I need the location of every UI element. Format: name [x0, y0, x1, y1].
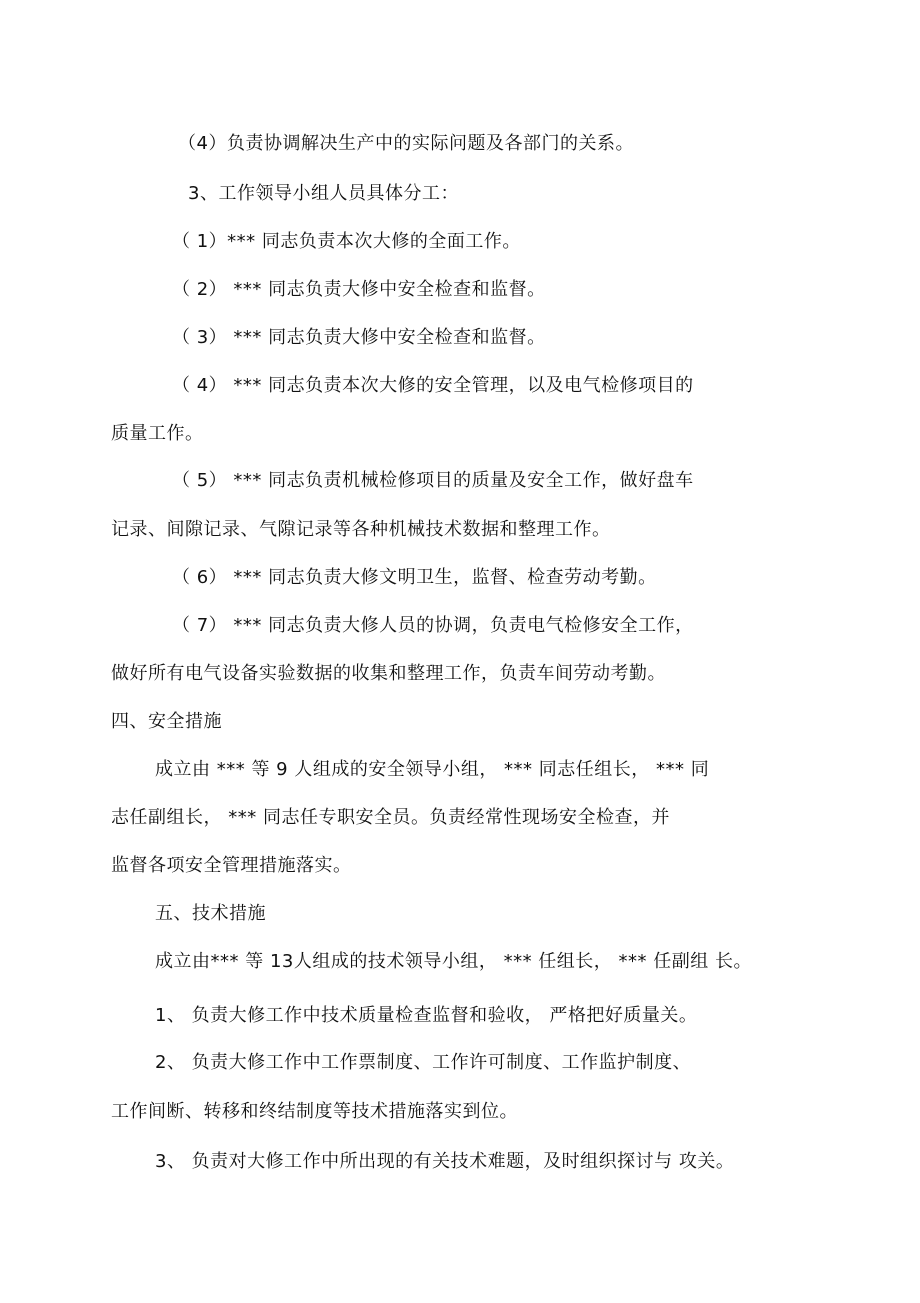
text-line-16: 监督各项安全管理措施落实。 — [111, 855, 352, 876]
text-line-6: （ 4） *** 同志负责本次大修的安全管理，以及电气检修项目的 — [172, 375, 694, 396]
text-line-14: 成立由 *** 等 9 人组成的安全领导小组， *** 同志任组长， *** 同 — [155, 759, 710, 780]
text-line-21: 工作间断、转移和终结制度等技术措施落实到位。 — [111, 1101, 518, 1122]
text-line-1: （4）负责协调解决生产中的实际问题及各部门的关系。 — [178, 133, 634, 154]
text-line-4: （ 2） *** 同志负责大修中安全检查和监督。 — [172, 279, 546, 300]
text-line-7: 质量工作。 — [111, 423, 204, 444]
section-heading-safety: 四、安全措施 — [111, 711, 222, 732]
text-line-5: （ 3） *** 同志负责大修中安全检查和监督。 — [172, 327, 546, 348]
text-line-18: 成立由*** 等 13人组成的技术领导小组， *** 任组长， *** 任副组 长。 — [155, 951, 752, 972]
text-line-15: 志任副组长， *** 同志任专职安全员。负责经常性现场安全检查，并 — [111, 807, 670, 828]
text-line-20: 2、 负责大修工作中工作票制度、工作许可制度、工作监护制度、 — [155, 1052, 692, 1073]
text-line-19: 1、 负责大修工作中技术质量检查监督和验收， 严格把好质量关。 — [155, 1005, 698, 1026]
text-line-8: （ 5） *** 同志负责机械检修项目的质量及安全工作，做好盘车 — [172, 470, 694, 491]
text-line-2: 3、工作领导小组人员具体分工： — [188, 183, 459, 204]
text-line-10: （ 6） *** 同志负责大修文明卫生，监督、检查劳动考勤。 — [172, 567, 657, 588]
text-line-11: （ 7） *** 同志负责大修人员的协调，负责电气检修安全工作， — [172, 615, 694, 636]
text-line-22: 3、 负责对大修工作中所出现的有关技术难题，及时组织探讨与 攻关。 — [155, 1151, 735, 1172]
text-line-12: 做好所有电气设备实验数据的收集和整理工作，负责车间劳动考勤。 — [111, 663, 666, 684]
section-heading-technical: 五、技术措施 — [155, 903, 266, 924]
text-line-3: （ 1）*** 同志负责本次大修的全面工作。 — [172, 231, 521, 252]
text-line-9: 记录、间隙记录、气隙记录等各种机械技术数据和整理工作。 — [111, 519, 611, 540]
